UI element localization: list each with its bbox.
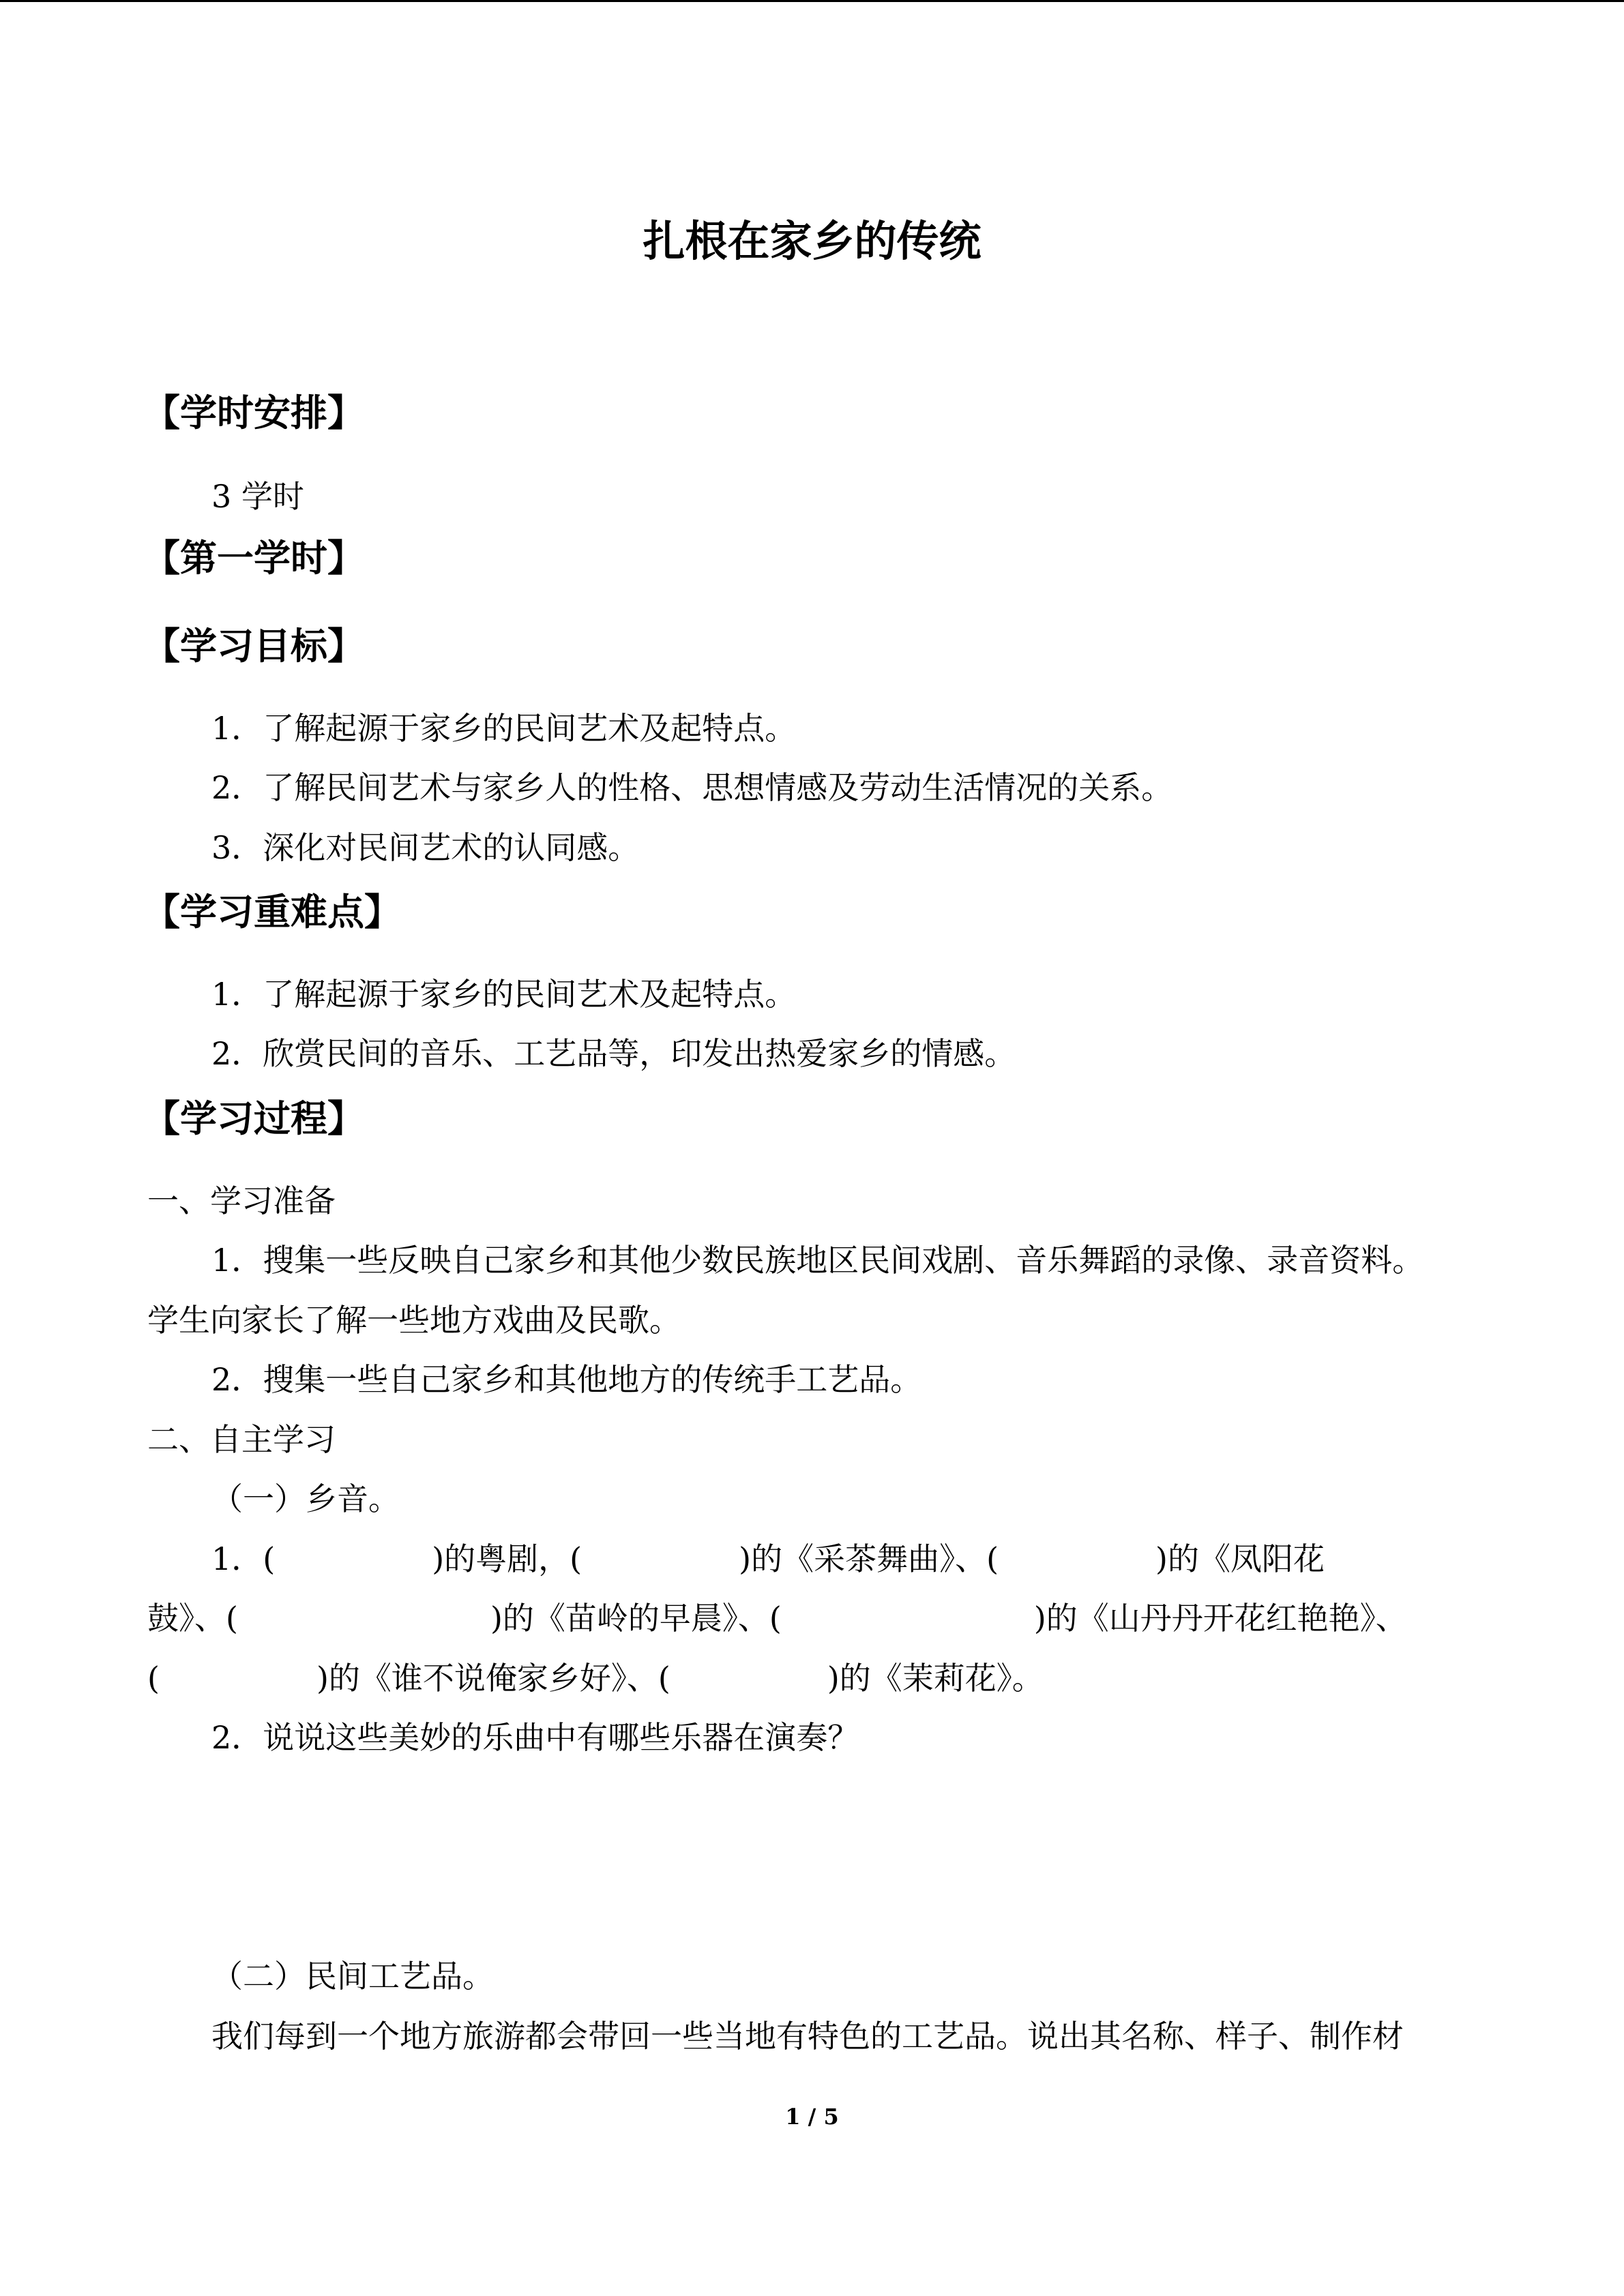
- fill-blank-text: (: [147, 1660, 160, 1697]
- goal-item: 2．了解民间艺术与家乡人的性格、思想情感及劳动生活情况的关系。: [211, 769, 1173, 806]
- prep-item-1-continued: 学生向家长了解一些地方戏曲及民歌。: [147, 1302, 681, 1339]
- fill-blank-text: )的《凤阳花: [1155, 1540, 1325, 1577]
- key-point-item: 2．欣赏民间的音乐、工艺品等，印发出热爱家乡的情感。: [211, 1035, 1016, 1072]
- page-number: 1 / 5: [785, 2104, 839, 2130]
- self-study-title: 二、自主学习: [147, 1421, 336, 1458]
- prep-item-2: 2．搜集一些自己家乡和其他地方的传统手工艺品。: [211, 1361, 922, 1398]
- crafts-paragraph: 我们每到一个地方旅游都会带回一些当地有特色的工艺品。说出其名称、样子、制作材: [211, 2018, 1404, 2055]
- fill-blank-text: )的《苗岭的早晨》、(: [490, 1600, 782, 1637]
- fill-blank-text: )的粤剧，(: [432, 1540, 582, 1577]
- question-1-line-3: [147, 1658, 1044, 1699]
- section-heading-hours: 【学时安排】: [143, 391, 364, 434]
- prep-item-1: 1．搜集一些反映自己家乡和其他少数民族地区民间戏剧、音乐舞蹈的录像、录音资料。: [211, 1242, 1424, 1279]
- fill-blank-text: )的《茉莉花》。: [827, 1660, 1044, 1697]
- subsection-hometown-sounds: （一）乡音。: [211, 1480, 400, 1517]
- top-border-line: [0, 0, 1624, 2]
- section-heading-goals: 【学习目标】: [143, 625, 364, 668]
- question-2: 2．说说这些美妙的乐曲中有哪些乐器在演奏？: [211, 1719, 859, 1756]
- section-heading-key-points: 【学习重难点】: [143, 891, 401, 934]
- question-1-line-1: [211, 1538, 1325, 1579]
- fill-blank-text: 鼓》、(: [147, 1600, 238, 1637]
- subsection-folk-crafts: （二）民间工艺品。: [211, 1958, 494, 1995]
- section-heading-process: 【学习过程】: [143, 1097, 364, 1140]
- goal-item: 3．深化对民间艺术的认同感。: [211, 829, 640, 866]
- goal-item: 1．了解起源于家乡的民间艺术及起特点。: [211, 710, 797, 747]
- prep-title: 一、学习准备: [147, 1182, 336, 1219]
- fill-blank-text: )的《采茶舞曲》、(: [739, 1540, 999, 1577]
- question-1-line-2: [147, 1598, 1407, 1639]
- page-title: 扎根在家乡的传统: [643, 216, 981, 266]
- fill-blank-text: )的《谁不说俺家乡好》、(: [316, 1660, 670, 1697]
- fill-blank-text: )的《山丹丹开花红艳艳》、: [1033, 1600, 1407, 1637]
- key-point-item: 1．了解起源于家乡的民间艺术及起特点。: [211, 976, 797, 1013]
- section-heading-first-hour: 【第一学时】: [143, 537, 364, 580]
- hours-value: 3 学时: [211, 478, 304, 515]
- fill-blank-text: 1．(: [211, 1540, 276, 1577]
